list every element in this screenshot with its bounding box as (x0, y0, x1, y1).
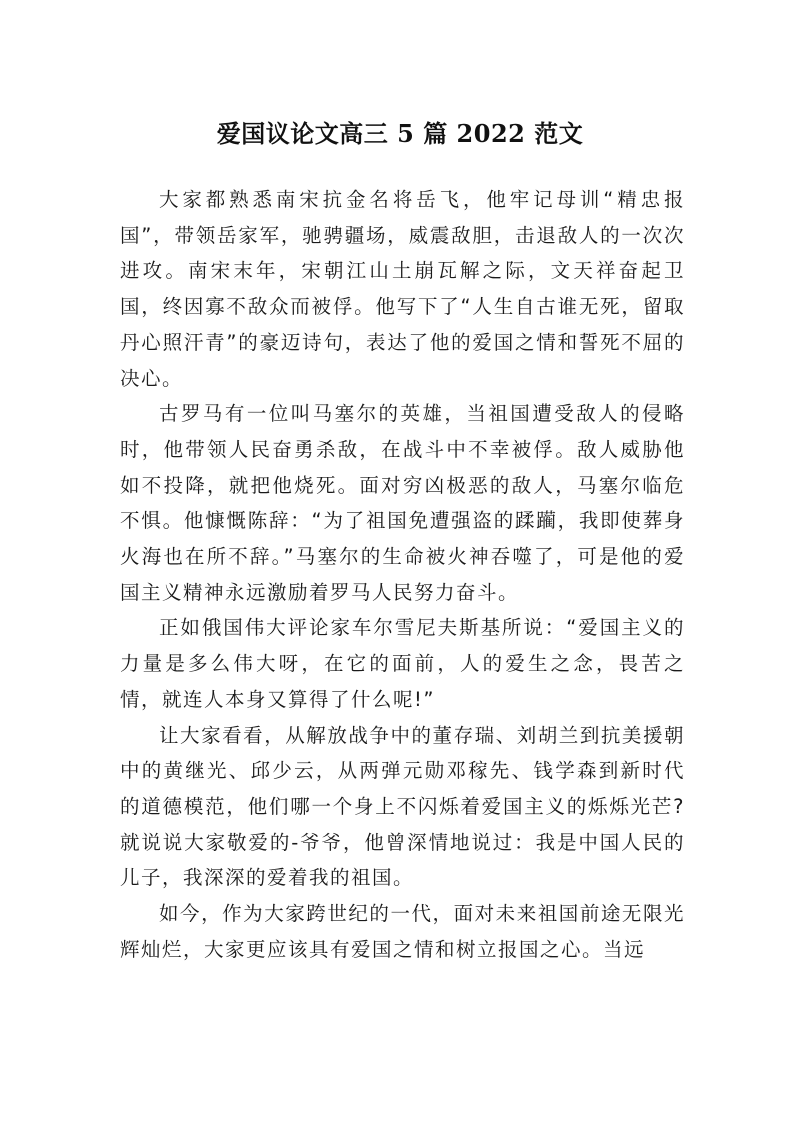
paragraph-quote: 正如俄国伟大评论家车尔雪尼夫斯基所说：“爱国主义的力量是多么伟大呀，在它的面前，人的爱生之念，畏苦之情，就连人本身又算得了什么呢!” (120, 616, 685, 711)
paragraph-heroes: 让大家看看，从解放战争中的董存瑞、刘胡兰到抗美援朝中的黄继光、邱少云，从两弹元勋邓稼先、钱学森到新时代的道德模范，他们哪一个身上不闪烁着爱国主义的烁烁光芒?就说说大家敬爱的-爷爷，他曾深情地说过：我是中国人民的儿子，我深深的爱着我的祖国。 (120, 723, 685, 890)
paragraph-today: 如今，作为大家跨世纪的一代，面对未来祖国前途无限光辉灿烂，大家更应该具有爱国之情和树立报国之心。当远 (120, 902, 685, 961)
paragraph-marcel: 古罗马有一位叫马塞尔的英雄，当祖国遭受敌人的侵略时，他带领人民奋勇杀敌，在战斗中不幸被俘。敌人威胁他如不投降，就把他烧死。面对穷凶极恶的敌人，马塞尔临危不惧。他慷慨陈辞：“为了祖国免遭强盗的蹂躏，我即使葬身火海也在所不辞。”马塞尔的生命被火神吞噬了，可是他的爱国主义精神永远激励着罗马人民努力奋斗。 (120, 402, 685, 604)
document-title: 爱国议论文高三 5 篇 2022 范文 (216, 119, 584, 149)
paragraph-yue-fei: 大家都熟悉南宋抗金名将岳飞，他牢记母训“精忠报国”，带领岳家军，驰骋疆场，威震敌胆，击退敌人的一次次进攻。南宋末年，宋朝江山土崩瓦解之际，文天祥奋起卫国，终因寡不敌众而被俘。他写下了“人生自古谁无死，留取丹心照汗青”的豪迈诗句，表达了他的爱国之情和誓死不屈的决心。 (120, 188, 685, 390)
document-body (120, 182, 685, 967)
